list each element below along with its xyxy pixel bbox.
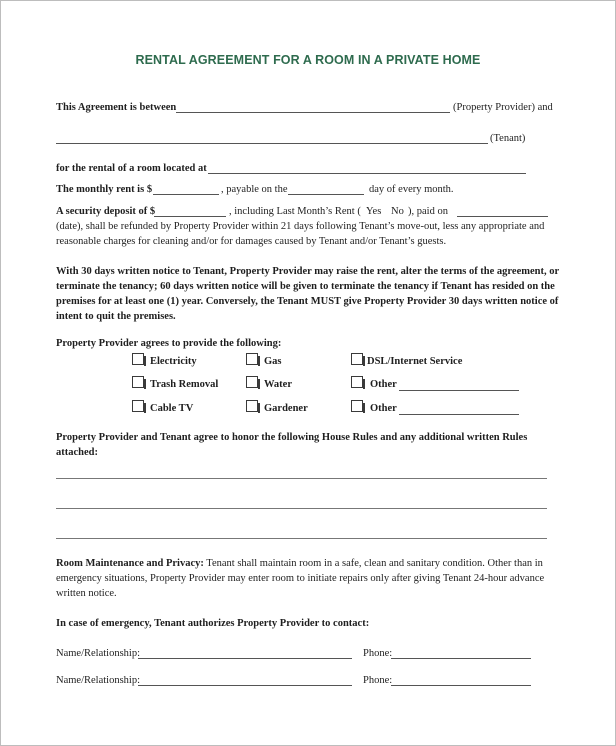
house-rules-line-b[interactable]: [56, 508, 547, 509]
other-2-line[interactable]: [399, 414, 519, 415]
tenant-name-line[interactable]: [56, 143, 488, 144]
house-rules-line-c[interactable]: [56, 538, 547, 539]
name-relationship-line-2[interactable]: [138, 685, 352, 686]
trash-removal-label: Trash Removal: [150, 379, 219, 390]
notice-line-1: With 30 days written notice to Tenant, Property Provider may raise the rent, alter the terms of the agreement, or: [56, 266, 560, 277]
phone-line-1[interactable]: [391, 658, 531, 659]
provider-name-line[interactable]: [176, 112, 450, 113]
deposit-line-2: (date), shall be refunded by Property Provider within 21 days following Tenant’s move-out, less any appropriate and: [56, 221, 545, 232]
other-1-label: Other: [370, 379, 397, 390]
deposit-paid-on: ), paid on: [408, 206, 448, 217]
maintenance-line-2: emergency situations, Property Provider may enter room to initiate repairs only after giving Tenant 24-hour advance: [56, 573, 545, 584]
gas-label: Gas: [264, 356, 282, 367]
phone-label-2: Phone:: [363, 675, 393, 686]
location-label: for the rental of a room located at: [56, 163, 207, 174]
maintenance-line-3: written notice.: [56, 588, 117, 599]
cable-tv-label: Cable TV: [150, 403, 194, 414]
document-title: RENTAL AGREEMENT FOR A ROOM IN A PRIVATE HOME: [135, 53, 481, 67]
deposit-prefix: A security deposit of $: [56, 206, 156, 217]
rent-middle: , payable on the: [221, 184, 288, 195]
internet-label: DSL/Internet Service: [367, 356, 463, 367]
gas-checkbox[interactable]: [246, 353, 258, 365]
house-rules-line-2: attached:: [56, 447, 98, 458]
gardener-checkbox[interactable]: [246, 400, 258, 412]
deposit-amount-line[interactable]: [154, 216, 226, 217]
deposit-date-line[interactable]: [457, 216, 548, 217]
rent-suffix: day of every month.: [369, 184, 454, 195]
internet-checkbox[interactable]: [351, 353, 363, 365]
deposit-no[interactable]: No: [391, 206, 404, 217]
trash-removal-checkbox[interactable]: [132, 376, 144, 388]
services-heading: Property Provider agrees to provide the following:: [56, 338, 282, 349]
notice-line-2: terminate the tenancy; 60 days written notice will be given to terminate the tenancy if Tenant has resided on the: [56, 281, 555, 292]
maintenance-label: Room Maintenance and Privacy:: [56, 558, 204, 569]
provider-suffix: (Property Provider) and: [453, 102, 553, 113]
water-checkbox[interactable]: [246, 376, 258, 388]
electricity-checkbox[interactable]: [132, 353, 144, 365]
emergency-heading: In case of emergency, Tenant authorizes Property Provider to contact:: [56, 618, 370, 629]
rent-prefix: The monthly rent is $: [56, 184, 153, 195]
rent-amount-line[interactable]: [153, 194, 219, 195]
name-relationship-line-1[interactable]: [138, 658, 352, 659]
gardener-label: Gardener: [264, 403, 308, 414]
other-2-checkbox[interactable]: [351, 400, 363, 412]
house-rules-line-a[interactable]: [56, 478, 547, 479]
notice-line-4: intent to quit the premises.: [56, 311, 176, 322]
electricity-label: Electricity: [150, 356, 197, 367]
name-relationship-label-1: Name/Relationship:: [56, 648, 140, 659]
notice-line-3: premises for at least one (1) year. Conversely, the Tenant MUST give Property Provider 30 days written notice of: [56, 296, 559, 307]
rent-day-line[interactable]: [288, 194, 364, 195]
agreement-intro: This Agreement is between: [56, 102, 177, 113]
other-1-checkbox[interactable]: [351, 376, 363, 388]
tenant-suffix: (Tenant): [490, 133, 526, 144]
deposit-yes[interactable]: Yes: [366, 206, 382, 217]
water-label: Water: [264, 379, 292, 390]
phone-line-2[interactable]: [391, 685, 531, 686]
maintenance-line-1-rest: Tenant shall maintain room in a safe, clean and sanitary condition. Other than in: [203, 558, 543, 569]
house-rules-line-1: Property Provider and Tenant agree to honor the following House Rules and any additional written Rules: [56, 432, 528, 443]
maintenance-line-1: [56, 557, 543, 570]
deposit-middle: , including Last Month’s Rent (: [229, 206, 361, 217]
other-2-label: Other: [370, 403, 397, 414]
phone-label-1: Phone:: [363, 648, 393, 659]
deposit-line-3: reasonable charges for cleaning and/or for damages caused by Tenant and/or Tenant’s guests.: [56, 236, 447, 247]
name-relationship-label-2: Name/Relationship:: [56, 675, 140, 686]
cable-tv-checkbox[interactable]: [132, 400, 144, 412]
other-1-line[interactable]: [399, 390, 519, 391]
location-line[interactable]: [208, 173, 526, 174]
